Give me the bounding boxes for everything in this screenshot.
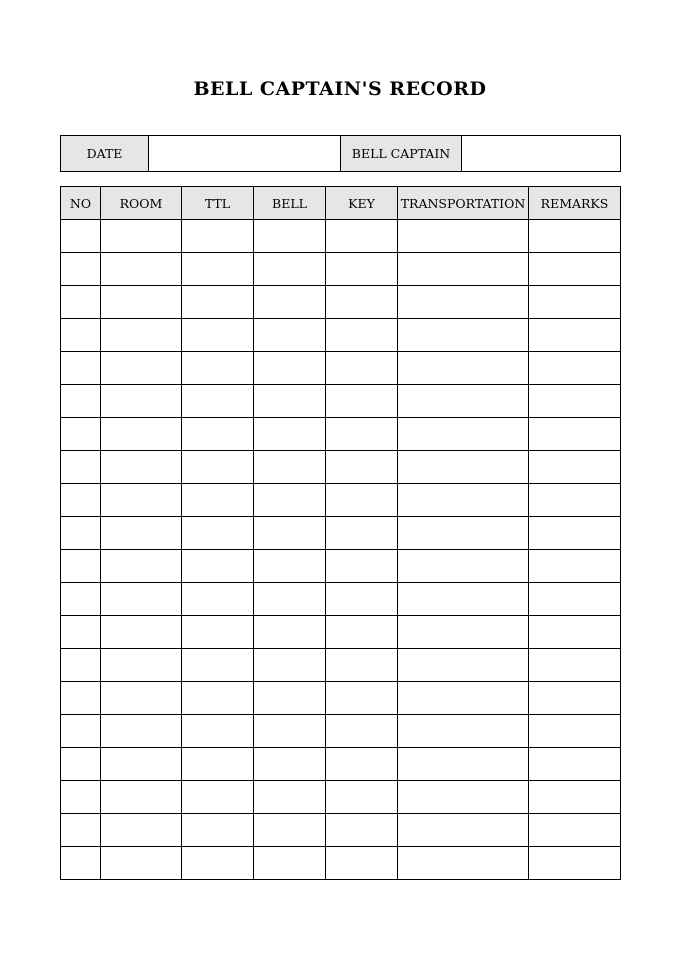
table-cell-room[interactable] xyxy=(101,550,182,583)
table-cell-transportation[interactable] xyxy=(398,748,529,781)
table-row xyxy=(61,352,621,385)
table-cell-ttl[interactable] xyxy=(182,352,254,385)
table-row xyxy=(61,517,621,550)
table-cell-bell[interactable] xyxy=(254,286,326,319)
table-cell-no[interactable] xyxy=(61,814,101,847)
bell-captain-field[interactable] xyxy=(462,136,621,172)
table-cell-room[interactable] xyxy=(101,418,182,451)
table-cell-room[interactable] xyxy=(101,319,182,352)
table-cell-ttl[interactable] xyxy=(182,451,254,484)
table-cell-bell[interactable] xyxy=(254,484,326,517)
table-cell-ttl[interactable] xyxy=(182,814,254,847)
table-cell-room[interactable] xyxy=(101,715,182,748)
table-cell-transportation[interactable] xyxy=(398,517,529,550)
table-cell-bell[interactable] xyxy=(254,253,326,286)
table-cell-room[interactable] xyxy=(101,748,182,781)
table-cell-remarks[interactable] xyxy=(529,286,621,319)
table-row xyxy=(61,847,621,880)
table-cell-remarks[interactable] xyxy=(529,550,621,583)
table-cell-transportation[interactable] xyxy=(398,847,529,880)
table-cell-key[interactable] xyxy=(326,418,398,451)
header-info-row xyxy=(61,136,621,172)
table-cell-ttl[interactable] xyxy=(182,517,254,550)
table-cell-remarks[interactable] xyxy=(529,583,621,616)
table-cell-room[interactable] xyxy=(101,847,182,880)
table-cell-ttl[interactable] xyxy=(182,550,254,583)
table-cell-ttl[interactable] xyxy=(182,847,254,880)
table-row xyxy=(61,583,621,616)
table-row xyxy=(61,220,621,253)
table-row xyxy=(61,451,621,484)
table-cell-key[interactable] xyxy=(326,253,398,286)
table-cell-key[interactable] xyxy=(326,385,398,418)
table-cell-transportation[interactable] xyxy=(398,616,529,649)
table-cell-bell[interactable] xyxy=(254,550,326,583)
table-cell-key[interactable] xyxy=(326,484,398,517)
table-cell-bell[interactable] xyxy=(254,649,326,682)
table-cell-transportation[interactable] xyxy=(398,715,529,748)
table-cell-no[interactable] xyxy=(61,550,101,583)
table-row xyxy=(61,814,621,847)
table-cell-ttl[interactable] xyxy=(182,748,254,781)
table-cell-key[interactable] xyxy=(326,286,398,319)
table-cell-key[interactable] xyxy=(326,616,398,649)
table-row xyxy=(61,781,621,814)
table-cell-ttl[interactable] xyxy=(182,286,254,319)
table-cell-transportation[interactable] xyxy=(398,385,529,418)
table-cell-remarks[interactable] xyxy=(529,418,621,451)
table-cell-no[interactable] xyxy=(61,748,101,781)
table-cell-ttl[interactable] xyxy=(182,682,254,715)
table-cell-no[interactable] xyxy=(61,649,101,682)
table-cell-bell[interactable] xyxy=(254,847,326,880)
table-cell-key[interactable] xyxy=(326,319,398,352)
table-cell-transportation[interactable] xyxy=(398,220,529,253)
table-cell-room[interactable] xyxy=(101,220,182,253)
table-cell-no[interactable] xyxy=(61,682,101,715)
table-cell-no[interactable] xyxy=(61,451,101,484)
table-cell-room[interactable] xyxy=(101,781,182,814)
column-header-transportation: TRANSPORTATION xyxy=(398,187,529,220)
column-header-no: NO xyxy=(61,187,101,220)
table-cell-remarks[interactable] xyxy=(529,517,621,550)
table-cell-remarks[interactable] xyxy=(529,220,621,253)
table-cell-room[interactable] xyxy=(101,253,182,286)
table-cell-transportation[interactable] xyxy=(398,781,529,814)
table-cell-transportation[interactable] xyxy=(398,253,529,286)
table-cell-room[interactable] xyxy=(101,682,182,715)
table-cell-no[interactable] xyxy=(61,286,101,319)
table-cell-no[interactable] xyxy=(61,319,101,352)
table-cell-no[interactable] xyxy=(61,847,101,880)
date-field[interactable] xyxy=(149,136,341,172)
table-cell-room[interactable] xyxy=(101,649,182,682)
record-table xyxy=(60,186,621,880)
table-cell-transportation[interactable] xyxy=(398,682,529,715)
bell-captain-label: BELL CAPTAIN xyxy=(341,136,462,172)
table-cell-room[interactable] xyxy=(101,385,182,418)
table-cell-bell[interactable] xyxy=(254,616,326,649)
table-cell-ttl[interactable] xyxy=(182,253,254,286)
table-row xyxy=(61,616,621,649)
table-cell-bell[interactable] xyxy=(254,418,326,451)
table-cell-bell[interactable] xyxy=(254,319,326,352)
table-cell-ttl[interactable] xyxy=(182,616,254,649)
table-row xyxy=(61,682,621,715)
column-header-key: KEY xyxy=(326,187,398,220)
table-cell-key[interactable] xyxy=(326,352,398,385)
table-cell-bell[interactable] xyxy=(254,748,326,781)
table-cell-remarks[interactable] xyxy=(529,682,621,715)
table-cell-ttl[interactable] xyxy=(182,781,254,814)
table-row xyxy=(61,550,621,583)
table-cell-room[interactable] xyxy=(101,451,182,484)
table-cell-bell[interactable] xyxy=(254,451,326,484)
table-cell-key[interactable] xyxy=(326,682,398,715)
table-cell-remarks[interactable] xyxy=(529,847,621,880)
table-row xyxy=(61,649,621,682)
table-row xyxy=(61,748,621,781)
table-row xyxy=(61,385,621,418)
table-cell-room[interactable] xyxy=(101,286,182,319)
table-cell-ttl[interactable] xyxy=(182,418,254,451)
table-cell-key[interactable] xyxy=(326,649,398,682)
table-cell-key[interactable] xyxy=(326,781,398,814)
table-cell-ttl[interactable] xyxy=(182,220,254,253)
table-cell-key[interactable] xyxy=(326,814,398,847)
table-row xyxy=(61,484,621,517)
column-header-remarks: REMARKS xyxy=(529,187,621,220)
table-cell-transportation[interactable] xyxy=(398,352,529,385)
table-cell-bell[interactable] xyxy=(254,781,326,814)
table-cell-remarks[interactable] xyxy=(529,352,621,385)
table-cell-bell[interactable] xyxy=(254,385,326,418)
table-cell-key[interactable] xyxy=(326,847,398,880)
column-header-ttl: TTL xyxy=(182,187,254,220)
table-cell-remarks[interactable] xyxy=(529,385,621,418)
table-cell-no[interactable] xyxy=(61,781,101,814)
table-cell-key[interactable] xyxy=(326,715,398,748)
table-cell-key[interactable] xyxy=(326,550,398,583)
table-cell-remarks[interactable] xyxy=(529,781,621,814)
table-cell-bell[interactable] xyxy=(254,715,326,748)
table-cell-ttl[interactable] xyxy=(182,484,254,517)
table-cell-key[interactable] xyxy=(326,583,398,616)
table-cell-remarks[interactable] xyxy=(529,484,621,517)
table-cell-transportation[interactable] xyxy=(398,583,529,616)
table-cell-bell[interactable] xyxy=(254,682,326,715)
table-cell-room[interactable] xyxy=(101,616,182,649)
table-cell-no[interactable] xyxy=(61,385,101,418)
header-info-table xyxy=(60,135,621,172)
table-cell-remarks[interactable] xyxy=(529,649,621,682)
table-cell-transportation[interactable] xyxy=(398,286,529,319)
table-cell-remarks[interactable] xyxy=(529,253,621,286)
table-cell-no[interactable] xyxy=(61,253,101,286)
table-cell-remarks[interactable] xyxy=(529,451,621,484)
table-cell-transportation[interactable] xyxy=(398,319,529,352)
table-cell-transportation[interactable] xyxy=(398,550,529,583)
table-cell-no[interactable] xyxy=(61,418,101,451)
table-cell-bell[interactable] xyxy=(254,814,326,847)
table-cell-no[interactable] xyxy=(61,517,101,550)
table-cell-transportation[interactable] xyxy=(398,649,529,682)
table-cell-transportation[interactable] xyxy=(398,418,529,451)
table-cell-room[interactable] xyxy=(101,484,182,517)
table-cell-transportation[interactable] xyxy=(398,814,529,847)
table-cell-remarks[interactable] xyxy=(529,715,621,748)
table-cell-key[interactable] xyxy=(326,517,398,550)
table-cell-transportation[interactable] xyxy=(398,451,529,484)
table-cell-ttl[interactable] xyxy=(182,385,254,418)
table-cell-key[interactable] xyxy=(326,748,398,781)
date-label: DATE xyxy=(61,136,149,172)
table-cell-transportation[interactable] xyxy=(398,484,529,517)
column-header-bell: BELL xyxy=(254,187,326,220)
table-cell-no[interactable] xyxy=(61,484,101,517)
table-cell-bell[interactable] xyxy=(254,583,326,616)
table-cell-ttl[interactable] xyxy=(182,319,254,352)
table-row xyxy=(61,253,621,286)
table-cell-no[interactable] xyxy=(61,220,101,253)
table-cell-no[interactable] xyxy=(61,352,101,385)
table-cell-room[interactable] xyxy=(101,583,182,616)
table-row xyxy=(61,286,621,319)
table-cell-key[interactable] xyxy=(326,220,398,253)
table-cell-remarks[interactable] xyxy=(529,616,621,649)
table-cell-no[interactable] xyxy=(61,616,101,649)
table-cell-no[interactable] xyxy=(61,715,101,748)
table-cell-bell[interactable] xyxy=(254,220,326,253)
table-cell-room[interactable] xyxy=(101,814,182,847)
table-cell-no[interactable] xyxy=(61,583,101,616)
record-header-row xyxy=(61,187,621,220)
column-header-room: ROOM xyxy=(101,187,182,220)
record-body xyxy=(61,220,621,880)
table-cell-ttl[interactable] xyxy=(182,715,254,748)
page-title: BELL CAPTAIN'S RECORD xyxy=(193,78,487,100)
table-row xyxy=(61,715,621,748)
table-cell-key[interactable] xyxy=(326,451,398,484)
table-cell-bell[interactable] xyxy=(254,352,326,385)
table-cell-bell[interactable] xyxy=(254,517,326,550)
table-cell-remarks[interactable] xyxy=(529,814,621,847)
table-row xyxy=(61,418,621,451)
table-cell-remarks[interactable] xyxy=(529,748,621,781)
table-cell-ttl[interactable] xyxy=(182,583,254,616)
table-cell-remarks[interactable] xyxy=(529,319,621,352)
table-row xyxy=(61,319,621,352)
table-cell-room[interactable] xyxy=(101,517,182,550)
table-cell-ttl[interactable] xyxy=(182,649,254,682)
table-cell-room[interactable] xyxy=(101,352,182,385)
